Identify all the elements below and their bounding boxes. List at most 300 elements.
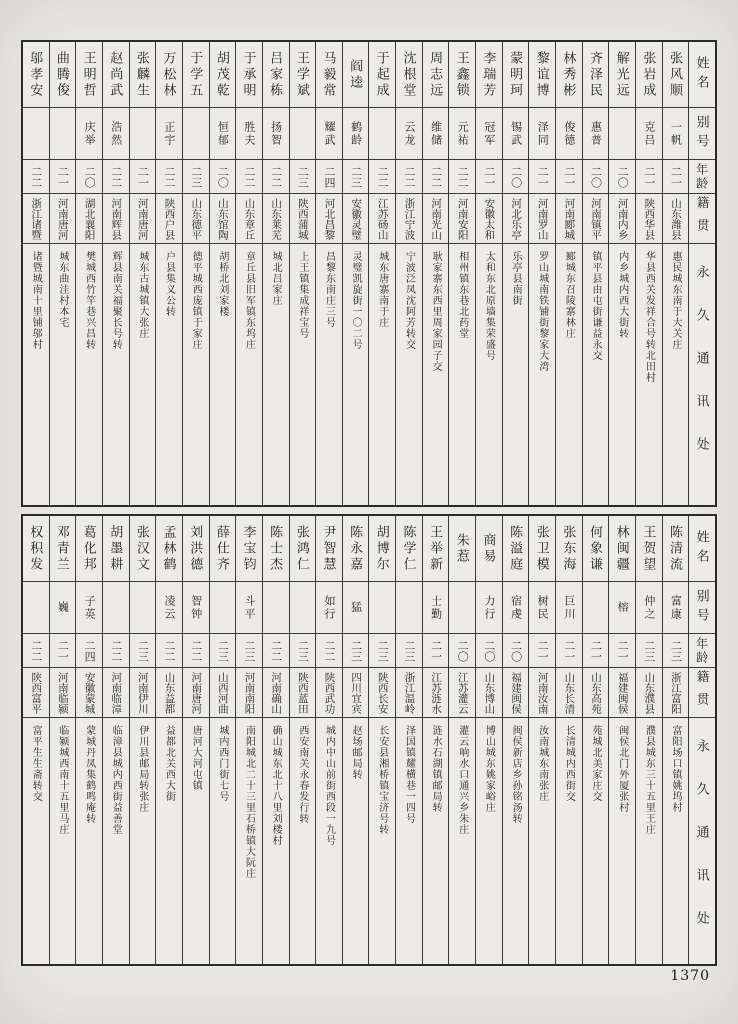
person-age: 二三 — [402, 639, 415, 662]
person-name: 于学五 — [188, 50, 204, 99]
person-name: 朱惹 — [454, 532, 470, 565]
person-alias: 胜夫 — [243, 120, 256, 147]
person-alias — [583, 582, 609, 634]
person-address — [103, 718, 129, 964]
person-age — [343, 160, 369, 194]
person-address: 确山城东北十八里刘楼村 — [270, 725, 282, 846]
person-address — [316, 244, 342, 505]
person-name: 解光远 — [614, 50, 630, 99]
person-column — [182, 516, 209, 964]
person-age: 二二 — [163, 639, 176, 662]
person-name: 陈永嘉 — [348, 524, 364, 573]
person-age — [50, 160, 76, 194]
person-address: 内乡城内西大街转 — [616, 251, 628, 339]
person-column — [315, 516, 342, 964]
person-alias: 正宇 — [163, 120, 176, 147]
person-column — [368, 516, 395, 964]
person-native-place — [529, 194, 555, 244]
person-address: 闽侯新店乡孙铭汤转 — [510, 725, 522, 824]
person-name: 马毅常 — [321, 50, 337, 99]
header-native-label: 籍贯 — [695, 196, 710, 241]
person-name — [236, 516, 262, 582]
person-column — [49, 516, 76, 964]
person-alias — [636, 582, 662, 634]
person-alias — [290, 582, 316, 634]
person-alias: 如行 — [322, 594, 335, 621]
person-alias: 浩然 — [109, 120, 122, 147]
person-age — [76, 634, 102, 668]
person-native: 河南内乡 — [616, 197, 628, 240]
header-name — [689, 42, 715, 108]
person-column — [608, 516, 635, 964]
person-age: 二三 — [296, 165, 309, 188]
person-alias: 克吕 — [642, 120, 655, 147]
person-native: 浙江富阳 — [670, 671, 682, 714]
person-name — [316, 516, 342, 582]
person-alias: 智钟 — [189, 594, 202, 621]
person-alias — [529, 582, 555, 634]
person-name — [423, 516, 449, 582]
person-age: 二二 — [322, 639, 335, 662]
person-name: 尹智慧 — [321, 524, 337, 573]
person-age: 二三 — [669, 639, 682, 662]
person-column — [395, 42, 422, 505]
person-address: 城东古城镇大张庄 — [136, 251, 148, 339]
person-age — [343, 634, 369, 668]
person-address — [343, 244, 369, 505]
person-name — [50, 516, 76, 582]
person-age — [210, 634, 236, 668]
person-age: 二一 — [536, 165, 549, 188]
person-age: 二三 — [296, 639, 309, 662]
person-age — [476, 634, 502, 668]
person-name: 王学斌 — [294, 50, 310, 99]
person-name: 张汉文 — [134, 524, 150, 573]
person-alias — [23, 108, 49, 160]
person-address — [76, 244, 102, 505]
person-address — [663, 718, 689, 964]
person-alias — [156, 582, 182, 634]
person-native: 安徽灵璧 — [350, 197, 362, 240]
person-alias — [76, 108, 102, 160]
person-address: 宁波泛凤沈阿芳转交 — [403, 251, 415, 350]
person-native-place — [583, 668, 609, 718]
person-alias — [50, 108, 76, 160]
person-alias — [476, 582, 502, 634]
header-name-label: 姓名 — [694, 529, 710, 568]
person-name: 黎谊博 — [534, 50, 550, 99]
person-address: 灌云响水口通兴乡朱庄 — [456, 725, 468, 835]
person-age — [529, 160, 555, 194]
person-address: 樊城西竹竿巷兴昌转 — [83, 251, 95, 350]
person-address — [236, 244, 262, 505]
person-address: 耿家寨东西里周家园子交 — [430, 251, 442, 372]
header-age — [689, 634, 715, 668]
person-native: 安徽太和 — [483, 197, 495, 240]
person-address — [183, 718, 209, 964]
person-name — [609, 42, 635, 108]
person-column — [262, 42, 289, 505]
person-name: 陈学仁 — [401, 524, 417, 573]
person-address: 赵场邮局转 — [350, 725, 362, 780]
person-address: 伊川县邮局转张庄 — [136, 725, 148, 813]
person-age — [183, 160, 209, 194]
person-name — [156, 42, 182, 108]
person-address — [263, 244, 289, 505]
person-name: 沈根堂 — [401, 50, 417, 99]
person-alias: 冠军 — [482, 120, 495, 147]
person-name: 张东海 — [561, 524, 577, 573]
person-native-place — [583, 194, 609, 244]
person-native-place — [263, 668, 289, 718]
person-name — [76, 516, 102, 582]
person-alias: 庆举 — [83, 120, 96, 147]
person-alias — [103, 582, 129, 634]
person-address: 镇平县由屯街谦益永交 — [590, 251, 602, 361]
person-age: 二一 — [669, 165, 682, 188]
person-age: 二一 — [536, 639, 549, 662]
person-alias — [343, 108, 369, 160]
person-address — [263, 718, 289, 964]
person-age: 二二 — [376, 165, 389, 188]
header-age-label: 年龄 — [694, 636, 709, 665]
person-age — [236, 634, 262, 668]
person-address: 临颍城西南十五里马庄 — [56, 725, 68, 835]
person-address — [503, 244, 529, 505]
person-address — [103, 244, 129, 505]
person-name: 王鑫锁 — [454, 50, 470, 99]
person-name — [103, 42, 129, 108]
person-address — [130, 244, 156, 505]
person-native: 山西河曲 — [216, 671, 228, 714]
header-name — [689, 516, 715, 582]
person-address: 罗山城南铁铺街黎家大湾 — [536, 251, 548, 372]
person-column — [475, 42, 502, 505]
person-name: 吕家栋 — [268, 50, 284, 99]
header-alias — [689, 582, 715, 634]
person-native: 河南临漳 — [110, 671, 122, 714]
header-alias — [689, 108, 715, 160]
person-address: 胡桥北刘家楼 — [216, 251, 228, 317]
person-alias: 俊德 — [562, 120, 575, 147]
person-name — [130, 516, 156, 582]
person-column — [289, 516, 316, 964]
person-name: 李宝钧 — [241, 524, 257, 573]
person-native: 江苏砀山 — [376, 197, 388, 240]
person-alias: 斗平 — [243, 594, 256, 621]
person-name — [476, 516, 502, 582]
header-alias-label: 别号 — [694, 588, 710, 627]
person-alias — [343, 582, 369, 634]
person-age — [609, 634, 635, 668]
person-column — [102, 42, 129, 505]
header-native-place — [689, 194, 715, 244]
person-name: 王明哲 — [81, 50, 97, 99]
person-address — [396, 718, 422, 964]
person-address: 濮县城东三十五里王庄 — [643, 725, 655, 835]
person-alias: 惠普 — [589, 120, 602, 147]
person-native-place — [636, 668, 662, 718]
person-name — [343, 42, 369, 108]
person-name: 齐泽民 — [588, 50, 604, 99]
person-alias — [503, 582, 529, 634]
person-native: 安徽蒙城 — [83, 671, 95, 714]
person-name — [663, 516, 689, 582]
header-native-label: 籍贯 — [695, 670, 710, 715]
person-column — [635, 42, 662, 505]
person-column — [315, 42, 342, 505]
person-name: 周志远 — [428, 50, 444, 99]
person-name — [23, 516, 49, 582]
person-name: 陈士杰 — [268, 524, 284, 573]
person-alias — [316, 582, 342, 634]
person-age: 二三 — [376, 639, 389, 662]
person-native-place — [316, 194, 342, 244]
person-native-place — [130, 194, 156, 244]
person-age — [529, 634, 555, 668]
person-name — [290, 516, 316, 582]
person-address — [343, 718, 369, 964]
person-alias — [369, 582, 395, 634]
person-name: 张麟生 — [134, 50, 150, 99]
person-native: 浙江诸暨 — [30, 197, 42, 240]
person-alias: 锡武 — [509, 120, 522, 147]
person-address — [50, 718, 76, 964]
person-name — [210, 516, 236, 582]
person-native: 河南郾城 — [563, 197, 575, 240]
person-age: 二二 — [243, 165, 256, 188]
person-age — [50, 634, 76, 668]
person-age: 二三 — [642, 639, 655, 662]
person-alias — [156, 108, 182, 160]
person-native: 河南安阳 — [456, 197, 468, 240]
person-column — [395, 516, 422, 964]
person-address: 太和东北原墙集荣盛号 — [483, 251, 495, 361]
person-age: 二三 — [243, 639, 256, 662]
person-address: 城东唐寨南于庄 — [376, 251, 388, 328]
person-alias — [476, 108, 502, 160]
person-address — [503, 718, 529, 964]
person-age: 二三 — [216, 639, 229, 662]
header-column — [688, 42, 715, 505]
header-native-place — [689, 668, 715, 718]
person-native: 陕西武功 — [323, 671, 335, 714]
person-address: 泽国镇耀横巷一四号 — [403, 725, 415, 824]
person-age — [396, 634, 422, 668]
person-column — [502, 516, 529, 964]
person-name — [156, 516, 182, 582]
person-alias — [263, 582, 289, 634]
person-address — [156, 244, 182, 505]
person-name: 孟林鹤 — [161, 524, 177, 573]
roster-table-bottom — [21, 514, 717, 966]
person-address — [236, 718, 262, 964]
person-native: 湖北襄阳 — [83, 197, 95, 240]
person-name: 葛化邦 — [81, 524, 97, 573]
header-name-label: 姓名 — [694, 55, 710, 94]
person-alias: 扬智 — [269, 120, 282, 147]
person-native-place — [609, 668, 635, 718]
person-alias — [50, 582, 76, 634]
person-name: 张风顺 — [668, 50, 684, 99]
person-address — [476, 244, 502, 505]
person-age — [236, 160, 262, 194]
person-column — [342, 516, 369, 964]
person-address: 城东曲洼村本宅 — [56, 251, 68, 328]
person-address — [23, 718, 49, 964]
person-age: 二三 — [349, 639, 362, 662]
person-name — [343, 516, 369, 582]
person-address — [449, 244, 475, 505]
person-age: 二四 — [83, 639, 96, 662]
person-name — [556, 42, 582, 108]
person-alias: 一帆 — [669, 120, 682, 147]
person-alias: 宿虔 — [509, 594, 522, 621]
person-address — [556, 718, 582, 964]
person-alias: 猛 — [349, 601, 362, 614]
person-age — [156, 160, 182, 194]
person-age — [556, 160, 582, 194]
person-age: 二〇 — [83, 165, 96, 188]
person-address: 汝南城东南张庄 — [536, 725, 548, 802]
person-alias — [130, 108, 156, 160]
person-name — [50, 42, 76, 108]
person-alias: 耀武 — [322, 120, 335, 147]
person-alias — [76, 582, 102, 634]
person-age — [210, 160, 236, 194]
person-address — [210, 718, 236, 964]
person-address: 华县西关发祥合号转北田村 — [643, 251, 655, 383]
person-native-place — [23, 194, 49, 244]
person-age — [369, 160, 395, 194]
person-name — [609, 516, 635, 582]
person-native: 河南镇平 — [590, 197, 602, 240]
person-age: 二一 — [136, 165, 149, 188]
person-native: 河南汝南 — [536, 671, 548, 714]
person-age: 二三 — [349, 165, 362, 188]
person-address — [449, 718, 475, 964]
person-native-place — [156, 194, 182, 244]
person-name: 赵尚武 — [108, 50, 124, 99]
person-address — [476, 718, 502, 964]
person-address: 诸暨城南十里铺邬村 — [30, 251, 42, 350]
person-alias: 巍 — [56, 601, 69, 614]
person-age — [103, 634, 129, 668]
person-address: 户县集义公转 — [163, 251, 175, 317]
person-address: 惠民城东南于大关庄 — [670, 251, 682, 350]
person-age: 二一 — [562, 165, 575, 188]
person-native: 陕西华县 — [643, 197, 655, 240]
person-alias: 泽同 — [536, 120, 549, 147]
person-native-place — [23, 668, 49, 718]
person-age: 二〇 — [509, 639, 522, 662]
person-native-place — [103, 668, 129, 718]
person-native: 河南唐河 — [136, 197, 148, 240]
person-name — [449, 42, 475, 108]
person-name: 张岩成 — [641, 50, 657, 99]
person-name: 王贺望 — [641, 524, 657, 573]
person-age — [23, 160, 49, 194]
person-alias: 恒郁 — [216, 120, 229, 147]
person-native: 河南唐河 — [190, 671, 202, 714]
person-address: 涟水石湖镇邮局转 — [430, 725, 442, 813]
person-alias — [529, 108, 555, 160]
person-alias — [183, 582, 209, 634]
person-age: 二一 — [56, 165, 69, 188]
person-address — [423, 244, 449, 505]
person-name: 万松林 — [161, 50, 177, 99]
person-alias: 榕 — [616, 601, 629, 614]
person-address: 南阳城北二十三里石桥镇大阮庄 — [243, 725, 255, 879]
person-age: 二一 — [589, 639, 602, 662]
person-native: 福建闽侯 — [510, 671, 522, 714]
page-number: 1370 — [670, 968, 710, 984]
person-native: 河南伊川 — [136, 671, 148, 714]
person-age: 二〇 — [456, 639, 469, 662]
person-native: 江苏灌云 — [456, 671, 468, 714]
person-name — [103, 516, 129, 582]
person-name: 陈清流 — [668, 524, 684, 573]
person-native-place — [316, 668, 342, 718]
person-native-place — [263, 194, 289, 244]
person-name: 阎逵 — [348, 58, 364, 91]
person-age: 二二 — [402, 165, 415, 188]
person-age: 二二 — [429, 165, 442, 188]
person-age: 二二 — [29, 165, 42, 188]
header-address-label: 永久通讯处 — [694, 739, 710, 954]
person-alias — [210, 108, 236, 160]
person-native-place — [369, 668, 395, 718]
person-address — [369, 718, 395, 964]
person-name: 胡墨耕 — [108, 524, 124, 573]
person-alias: 元祐 — [456, 120, 469, 147]
person-native: 山东博山 — [483, 671, 495, 714]
person-native: 山东益都 — [163, 671, 175, 714]
person-alias — [423, 108, 449, 160]
person-address — [210, 244, 236, 505]
person-column — [209, 42, 236, 505]
person-name — [210, 42, 236, 108]
person-age: 二二 — [29, 639, 42, 662]
person-age: 二二 — [456, 165, 469, 188]
person-column — [182, 42, 209, 505]
person-name: 邓青兰 — [54, 524, 70, 573]
person-age — [263, 160, 289, 194]
person-alias — [503, 108, 529, 160]
roster-table-top — [21, 40, 717, 507]
person-name: 蒙明珂 — [508, 50, 524, 99]
person-column — [422, 42, 449, 505]
person-native-place — [609, 194, 635, 244]
person-address: 西安南关永春发行转 — [296, 725, 308, 824]
person-name: 陈溢庭 — [508, 524, 524, 573]
person-name: 胡博尔 — [374, 524, 390, 573]
person-alias — [130, 582, 156, 634]
person-address — [290, 718, 316, 964]
person-column — [209, 516, 236, 964]
person-name — [529, 42, 555, 108]
person-name: 薛仕齐 — [214, 524, 230, 573]
person-age — [130, 160, 156, 194]
header-age — [689, 160, 715, 194]
person-name — [396, 42, 422, 108]
person-address: 相州镇东巷北药堂 — [456, 251, 468, 339]
person-alias — [449, 108, 475, 160]
person-alias: 子英 — [83, 594, 96, 621]
header-address — [689, 718, 715, 964]
person-alias — [556, 582, 582, 634]
person-name — [263, 516, 289, 582]
